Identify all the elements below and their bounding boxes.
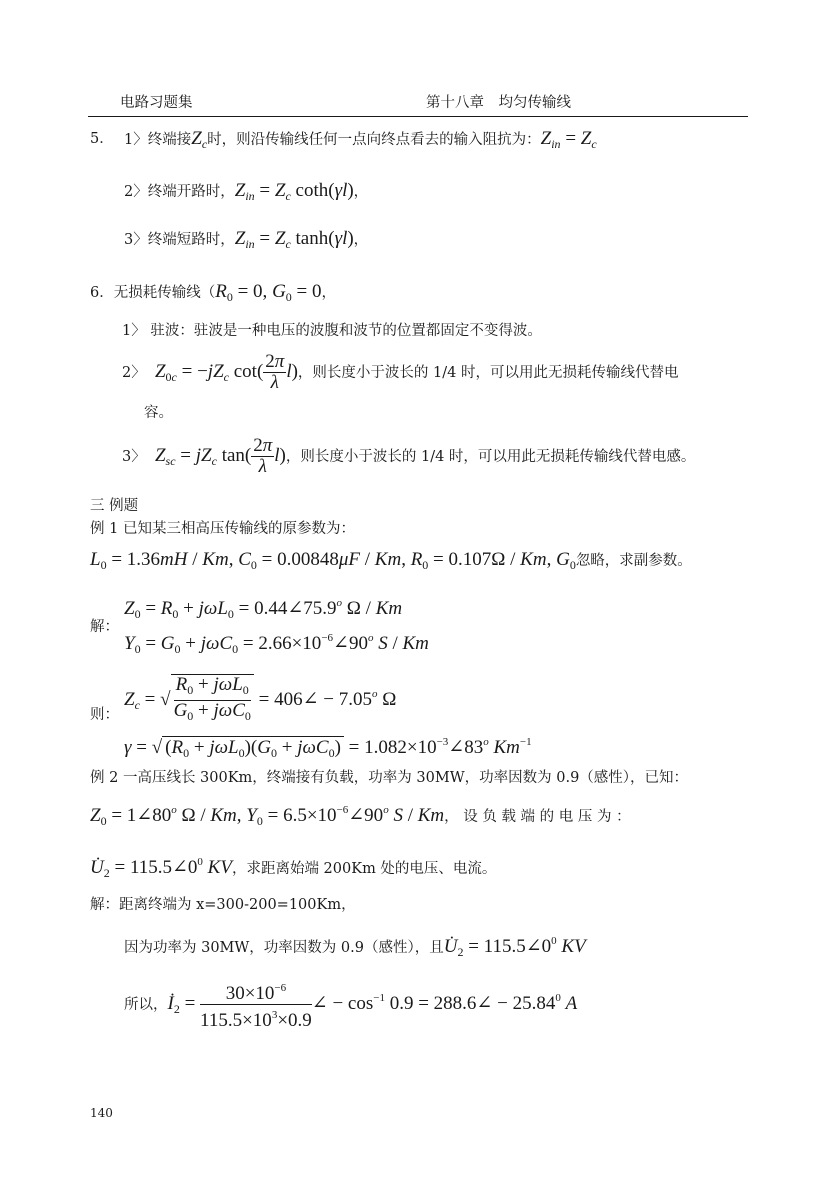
because-line: 因为功率为 30MW，功率因数为 0.9（感性），且$U̇_2$ = $115.5\angle 0^0$ KV <box>124 935 586 959</box>
item6-line3: 3〉 $Z_{sc} = jZ_c$ tan( $\frac{2\pi}{\lambda}$ l)，则长度小于波长的 1/4 时，可以用此无损耗传输线代替电感。 <box>122 435 696 477</box>
example1-params: $L_0 = 1.36mH / Km$, $C_0 = 0.00848\mu F / Km$, $R_0 = 0.107\Omega / Km$, $G_0$忽略，求副参数。 <box>90 549 692 572</box>
header-rule <box>88 116 748 117</box>
example2-params: $Z_0$ = $1\angle 80^o$ Ω / Km, $Y_0$ = $6.5\times 10^{-6}\angle 90^o$ S / Km， 设 负 载 端 的 电 压 为 ： <box>90 804 631 828</box>
solution2-line: 解：距离终端为 x=300-200=100Km， <box>90 897 356 913</box>
page-number: 140 <box>90 1106 113 1120</box>
item6-line1: 1〉 驻波：驻波是一种电压的波腹和波节的位置都固定不变得波。 <box>122 323 542 339</box>
eq-gamma: γ = √ $(R_0 + j\omega L_0)(G_0 + j\omega C_0)$ = $1.082\times 10^{-3}\angle 83^o$ $Km^{-1}$ <box>124 736 532 760</box>
item5-line1: 1〉终端接$Z_c$时，则沿传输线任何一点向终点看去的输入阻抗为：$Z_{in} = Z_c$ <box>124 128 597 151</box>
eq-zc: $Z_c$ = √ $\frac{R_0 + j\omega L_0}{G_0 + j\omega C_0}$ = 406∠ − $7.05^o$ Ω <box>124 674 396 726</box>
header-chapter: 第十八章 均匀传输线 <box>426 95 571 111</box>
item5-number: 5． <box>90 131 114 147</box>
item6-line2-cont: 容。 <box>144 405 173 421</box>
section-heading: 三 例题 <box>90 498 139 514</box>
eq-z0: $Z_0 = R_0 + j\omega L_0$ = $0.44\angle 75.9^o$ Ω / Km <box>124 597 403 621</box>
header-title-left: 电路习题集 <box>120 95 193 111</box>
item6-heading: 6．无损耗传输线（$R_0 = 0$, $G_0 = 0$， <box>90 281 337 304</box>
item5-line2: 2〉终端开路时，$Z_{in} = Z_c$ coth(γl)， <box>124 180 369 203</box>
item6-line2: 2〉 $Z_{0c} = -jZ_c$ cot( $\frac{2\pi}{\lambda}$ l)，则长度小于波长的 1/4 时，可以用此无损耗传输线代替电 <box>122 351 679 393</box>
current-equation: 所以，$İ_2$ = $\frac{30\times 10^{-6}}{115.5\times 10^3\times 0.9}$ ∠ − $\cos^{-1} 0.9$ = 288.6∠ − $25.84^0$ A <box>124 978 577 1031</box>
eq-y0: $Y_0 = G_0 + j\omega C_0$ = $2.66\times 10^{-6}\angle 90^o$ S / Km <box>124 632 429 656</box>
example2-text: 例 2 一高压线长 300Km，终端接有负载，功率为 30MW，功率因数为 0.9（感性），已知： <box>90 770 689 786</box>
example2-voltage: $U̇_2$ = $115.5\angle 0^0$ KV，求距离始端 200Km 处的电压、电流。 <box>90 856 497 880</box>
item5-line3: 3〉终端短路时，$Z_{in} = Z_c$ tanh(γl)， <box>124 228 369 251</box>
example1-text: 例 1 已知某三相高压传输线的原参数为： <box>90 521 355 537</box>
then-label: 则： <box>90 707 119 723</box>
solution-label: 解： <box>90 619 119 635</box>
